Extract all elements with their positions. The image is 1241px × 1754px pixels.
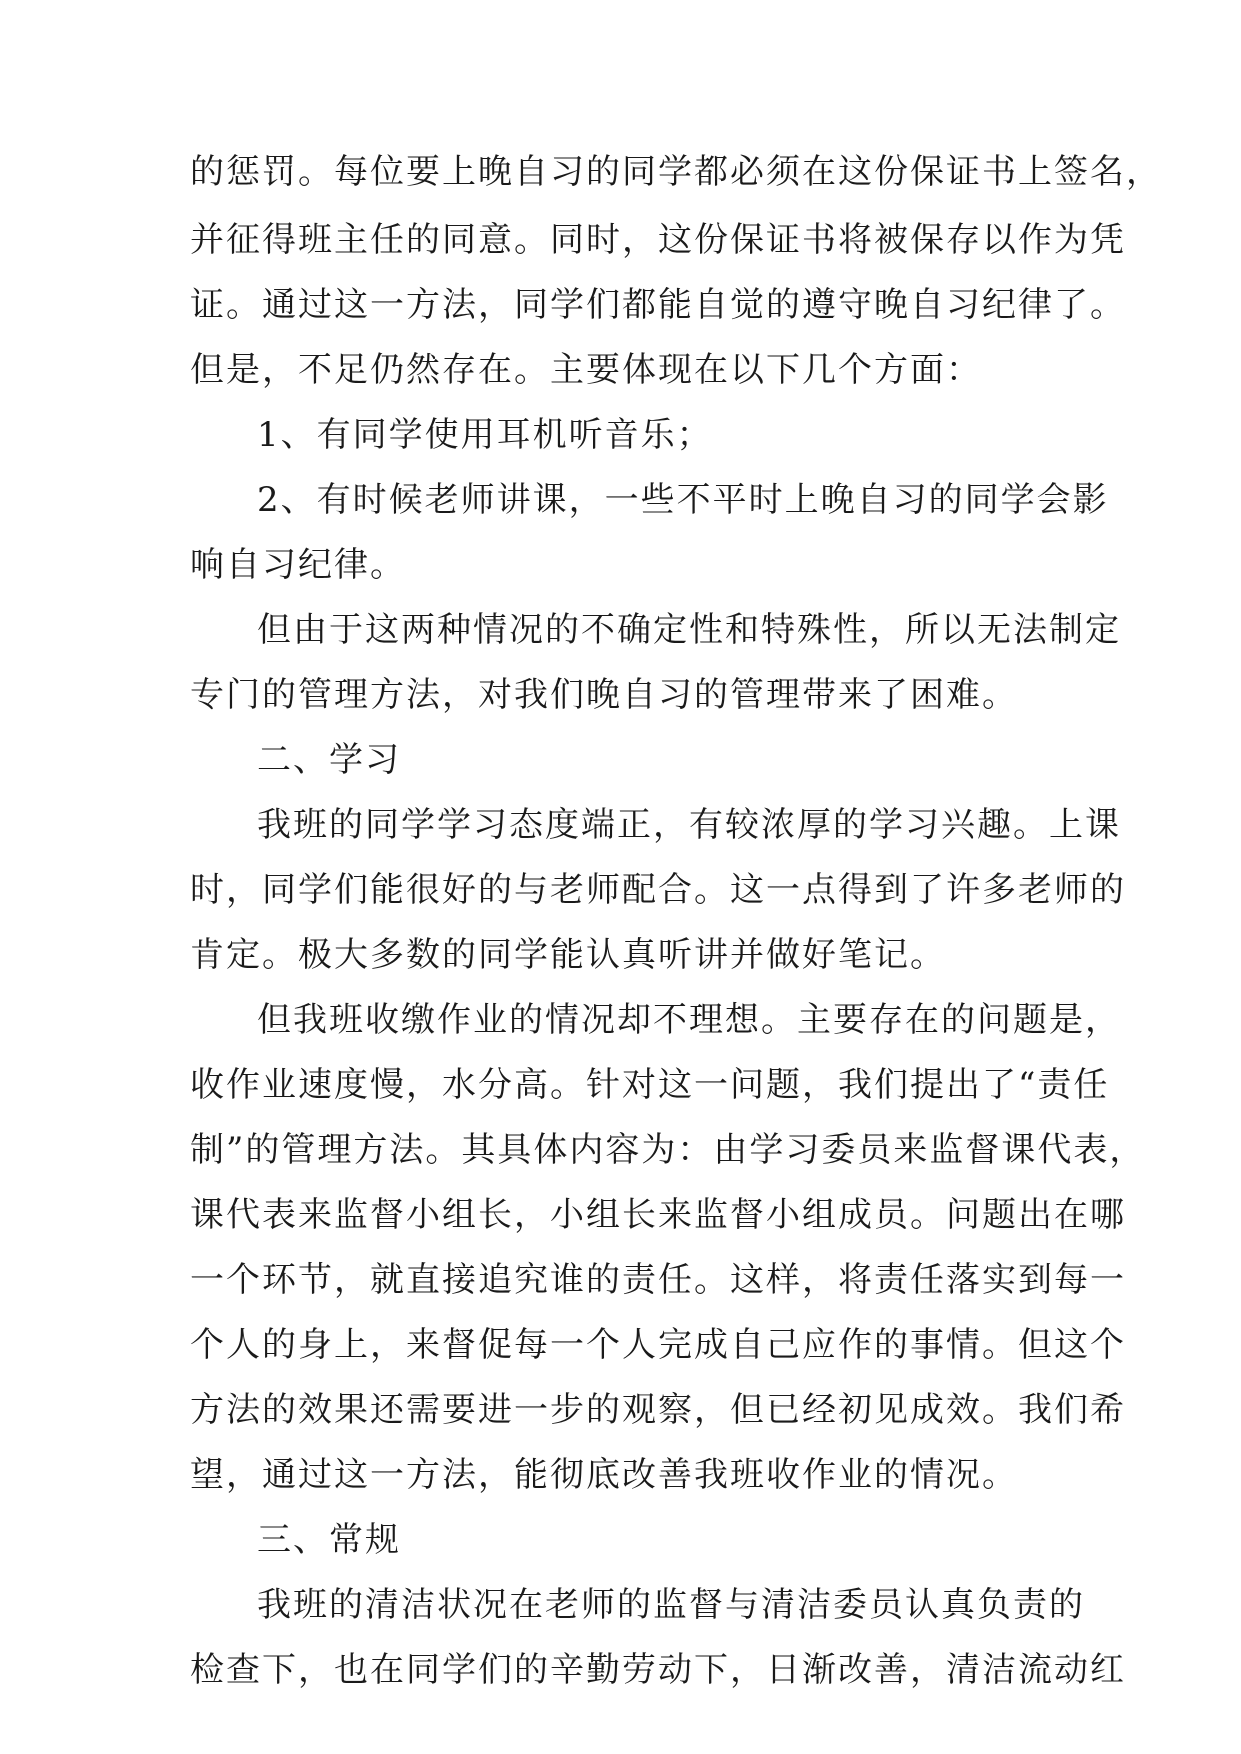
text-line: 的惩罚。每位要上晚自习的同学都必须在这份保证书上签名，: [190, 152, 1162, 192]
text-line: 证。通过这一方法，同学们都能自觉的遵守晚自习纪律了。: [190, 285, 1126, 325]
text-line: 肯定。极大多数的同学能认真听讲并做好笔记。: [190, 935, 946, 975]
list-item: 2、有时候老师讲课，一些不平时上晚自习的同学会影: [257, 480, 1109, 520]
text-line: 制”的管理方法。其具体内容为：由学习委员来监督课代表，: [190, 1130, 1146, 1170]
paragraph-start: 但由于这两种情况的不确定性和特殊性，所以无法制定: [257, 610, 1121, 650]
section-heading: 二、学习: [257, 740, 401, 780]
text-line: 望，通过这一方法，能彻底改善我班收作业的情况。: [190, 1455, 1018, 1495]
text-line: 时，同学们能很好的与老师配合。这一点得到了许多老师的: [190, 870, 1126, 910]
paragraph-start: 我班的同学学习态度端正，有较浓厚的学习兴趣。上课: [257, 805, 1121, 845]
text-line: 响自习纪律。: [190, 545, 406, 585]
text-line: 但是，不足仍然存在。主要体现在以下几个方面：: [190, 350, 982, 390]
list-item: 1、有同学使用耳机听音乐；: [257, 415, 713, 455]
text-line: 课代表来监督小组长，小组长来监督小组成员。问题出在哪: [190, 1195, 1126, 1235]
text-line: 一个环节，就直接追究谁的责任。这样，将责任落实到每一: [190, 1260, 1126, 1300]
text-line: 并征得班主任的同意。同时，这份保证书将被保存以作为凭: [190, 220, 1126, 260]
text-line: 检查下，也在同学们的辛勤劳动下，日渐改善，清洁流动红: [190, 1650, 1126, 1690]
text-line: 专门的管理方法，对我们晚自习的管理带来了困难。: [190, 675, 1018, 715]
section-heading: 三、常规: [257, 1520, 401, 1560]
paragraph-start: 我班的清洁状况在老师的监督与清洁委员认真负责的: [257, 1585, 1085, 1625]
text-line: 方法的效果还需要进一步的观察，但已经初见成效。我们希: [190, 1390, 1126, 1430]
text-line: 个人的身上，来督促每一个人完成自己应作的事情。但这个: [190, 1325, 1126, 1365]
paragraph-start: 但我班收缴作业的情况却不理想。主要存在的问题是，: [257, 1000, 1121, 1040]
text-line: 收作业速度慢，水分高。针对这一问题，我们提出了“责任: [190, 1065, 1110, 1105]
